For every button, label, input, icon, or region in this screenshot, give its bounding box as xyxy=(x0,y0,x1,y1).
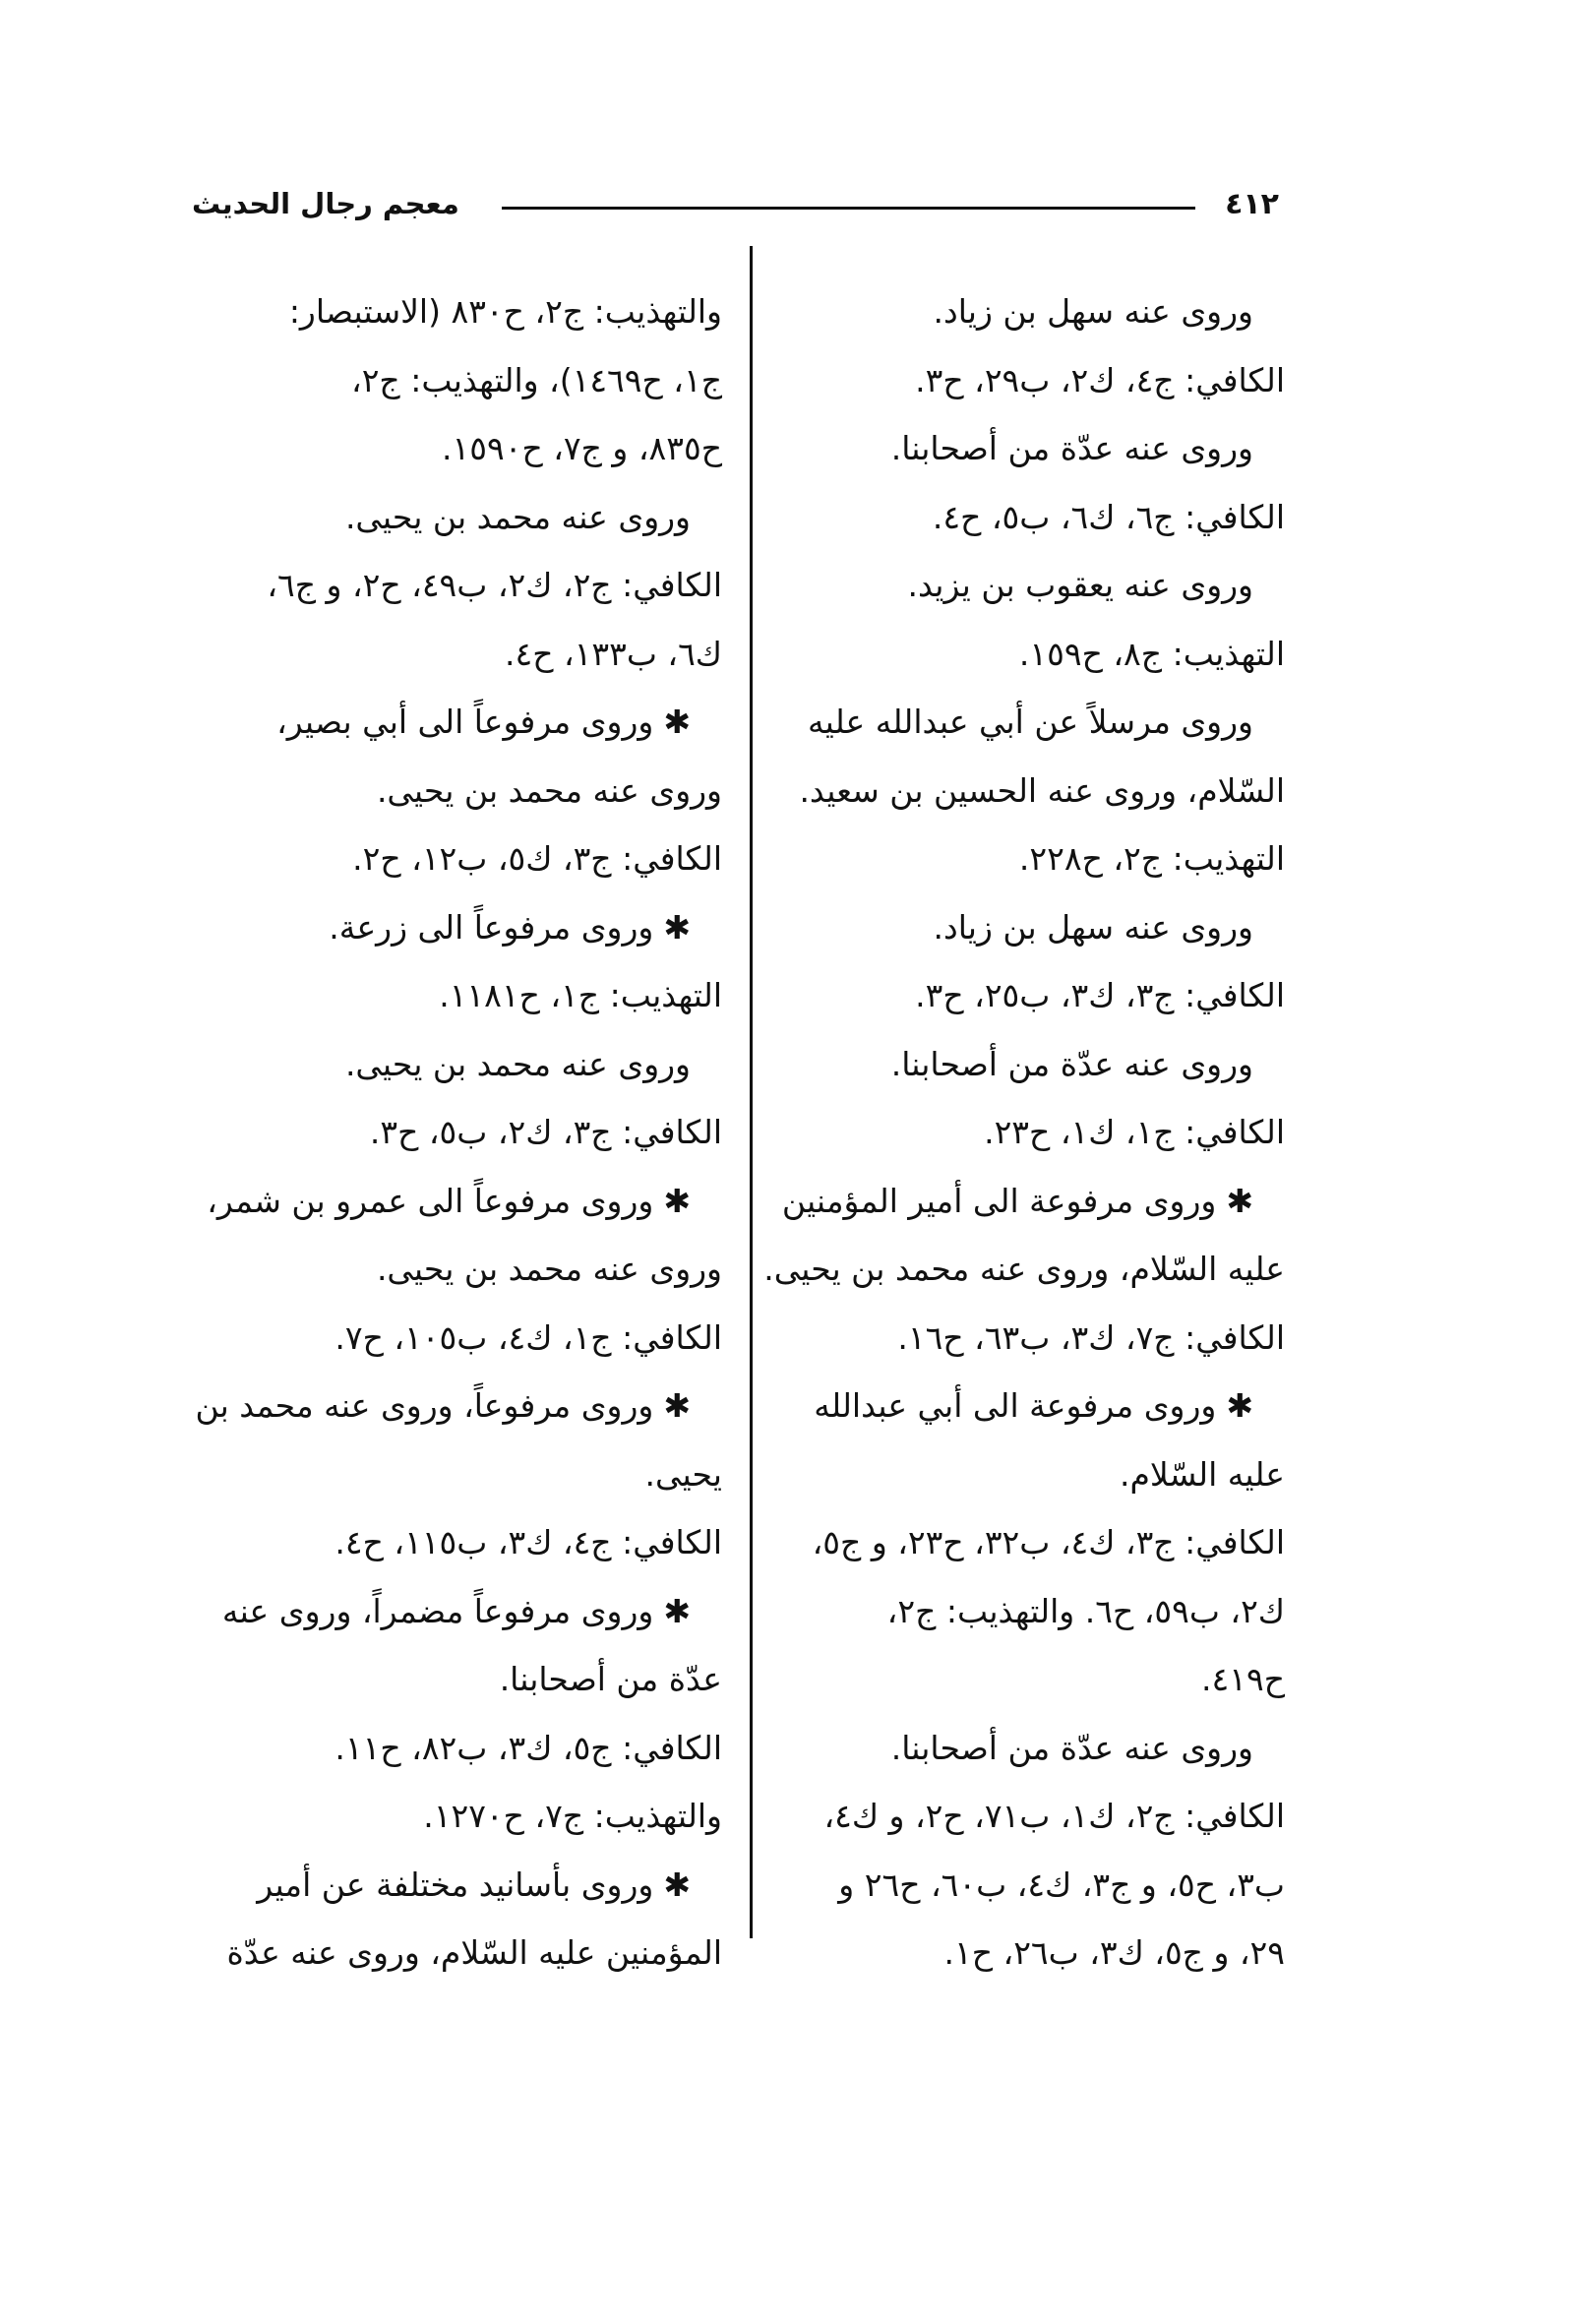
line-text: الكافي: ج١، ك٤، ب١٠٥، ح٧. xyxy=(334,1317,722,1357)
text-line xyxy=(778,1372,1285,1440)
line-text: وروى عنه يعقوب بن يزيد. xyxy=(907,566,1253,604)
line-text: المؤمنين عليه السّلام، وروى عنه عدّة xyxy=(226,1933,722,1972)
line-text: وروى عنه محمد بن يحيى. xyxy=(344,497,691,536)
line-text: عليه السّلام. xyxy=(1119,1454,1285,1494)
text-line xyxy=(778,1577,1285,1646)
text-line xyxy=(196,1440,722,1509)
text-line xyxy=(196,893,722,962)
line-text: وروى مرفوعة الى أبي عبدالله xyxy=(814,1386,1217,1425)
line-text: وروى مرفوعاً الى زرعة. xyxy=(329,907,654,947)
line-text: وروى مرفوعاً مضمراً، وروى عنه xyxy=(221,1591,654,1630)
text-line xyxy=(778,1645,1285,1714)
line-text: يحيى. xyxy=(644,1454,722,1494)
line-text: السّلام، وروى عنه الحسين بن سعيد. xyxy=(799,770,1285,810)
line-text: الكافي: ج٢، ك١، ب٧١، ح٢، و ك٤، xyxy=(823,1797,1285,1835)
line-text: ح٤١٩. xyxy=(1201,1660,1285,1698)
column-divider xyxy=(750,246,753,1938)
text-line xyxy=(196,688,722,757)
line-text: ج١، ح١٤٦٩)، والتهذيب: ج٢، xyxy=(351,360,722,399)
header-rule xyxy=(502,207,1195,210)
right-column xyxy=(763,277,1285,1988)
text-line xyxy=(196,825,722,893)
asterisk-icon: ✱ xyxy=(1226,1386,1253,1425)
line-text: الكافي: ج٣، ك٥، ب١٢، ح٢. xyxy=(352,839,722,878)
asterisk-icon: ✱ xyxy=(663,703,691,741)
text-line xyxy=(196,551,722,620)
text-line xyxy=(196,1508,722,1577)
line-text: والتهذيب: ج٧، ح١٢٧٠. xyxy=(423,1797,722,1835)
line-text: عليه السّلام، وروى عنه محمد بن يحيى. xyxy=(763,1250,1285,1288)
text-line xyxy=(196,1167,722,1236)
line-text: ب٣، ح٥، و ج٣، ك٤، ب٦٠، ح٢٦ و xyxy=(838,1865,1285,1904)
text-line xyxy=(778,1919,1285,1988)
text-line xyxy=(778,1440,1285,1509)
line-text: وروى عنه سهل بن زياد. xyxy=(933,292,1253,331)
line-text: وروى عنه عدّة من أصحابنا. xyxy=(890,429,1253,467)
text-line xyxy=(778,1098,1285,1167)
line-text: الكافي: ج٥، ك٣، ب٨٢، ح١١. xyxy=(334,1728,722,1767)
text-line xyxy=(196,757,722,826)
line-text: الكافي: ج٣، ك٣، ب٢٥، ح٣. xyxy=(915,976,1285,1014)
running-header xyxy=(192,187,1279,236)
text-line xyxy=(196,961,722,1030)
line-text: الكافي: ج٦، ك٦، ب٥، ح٤. xyxy=(932,497,1285,536)
text-line xyxy=(778,414,1285,483)
text-line xyxy=(196,1577,722,1646)
text-line xyxy=(778,893,1285,962)
text-line xyxy=(778,483,1285,552)
text-line xyxy=(778,688,1285,757)
text-line xyxy=(778,1508,1285,1577)
left-column xyxy=(196,277,722,1988)
text-line xyxy=(196,1851,722,1920)
text-line xyxy=(778,1714,1285,1783)
text-line xyxy=(778,1030,1285,1099)
line-text: وروى عنه محمد بن يحيى. xyxy=(376,1250,722,1288)
text-line xyxy=(778,1782,1285,1851)
line-text: وروى مرفوعاً، وروى عنه محمد بن xyxy=(195,1386,654,1425)
line-text: وروى مرفوعة الى أمير المؤمنين xyxy=(781,1181,1217,1220)
line-text: التهذيب: ج١، ح١١٨١. xyxy=(439,976,722,1014)
text-line xyxy=(196,346,722,415)
line-text: وروى عنه عدّة من أصحابنا. xyxy=(890,1044,1253,1083)
line-text: الكافي: ج١، ك١، ح٢٣. xyxy=(984,1113,1285,1151)
line-text: الكافي: ج٧، ك٣، ب٦٣، ح١٦. xyxy=(897,1317,1285,1357)
line-text: وروى عنه عدّة من أصحابنا. xyxy=(890,1728,1253,1767)
line-text: الكافي: ج٣، ك٢، ب٥، ح٣. xyxy=(369,1113,722,1151)
line-text: وروى عنه محمد بن يحيى. xyxy=(344,1044,691,1083)
asterisk-icon: ✱ xyxy=(663,907,691,947)
line-text: ك٢، ب٥٩، ح٦. والتهذيب: ج٢، xyxy=(886,1591,1285,1630)
text-line xyxy=(196,1030,722,1099)
line-text: التهذيب: ج٢، ح٢٢٨. xyxy=(1018,839,1285,878)
line-text: والتهذيب: ج٢، ح٨٣٠ (الاستبصار: xyxy=(288,292,722,331)
text-line xyxy=(196,1235,722,1304)
line-text: وروى بأسانيد مختلفة عن أمير xyxy=(257,1865,654,1904)
text-line xyxy=(196,620,722,689)
asterisk-icon: ✱ xyxy=(663,1865,691,1904)
text-line xyxy=(196,1919,722,1988)
text-line xyxy=(763,1235,1285,1304)
asterisk-icon: ✱ xyxy=(663,1386,691,1425)
text-line xyxy=(196,483,722,552)
book-title: معجم رجال الحديث xyxy=(192,187,459,220)
line-text: وروى مرفوعاً الى أبي بصير، xyxy=(276,703,654,741)
line-text: وروى مرفوعاً الى عمرو بن شمر، xyxy=(207,1181,654,1220)
line-text: ك٦، ب١٣٣، ح٤. xyxy=(504,634,722,673)
text-line xyxy=(778,346,1285,415)
line-text: الكافي: ج٤، ك٣، ب١١٥، ح٤. xyxy=(334,1523,722,1561)
page-number: ٤١٢ xyxy=(1225,187,1279,221)
line-text: الكافي: ج٣، ك٤، ب٣٢، ح٢٣، و ج٥، xyxy=(812,1523,1285,1561)
text-line xyxy=(778,277,1285,346)
text-line xyxy=(196,414,722,483)
line-text: وروى عنه سهل بن زياد. xyxy=(933,907,1253,947)
text-line xyxy=(778,757,1285,826)
text-line xyxy=(778,825,1285,893)
line-text: عدّة من أصحابنا. xyxy=(499,1660,722,1698)
text-line xyxy=(778,1851,1285,1920)
line-text: الكافي: ج٤، ك٢، ب٢٩، ح٣. xyxy=(915,360,1285,399)
text-line xyxy=(196,1372,722,1440)
text-line xyxy=(778,1167,1285,1236)
text-line xyxy=(196,1714,722,1783)
text-line xyxy=(196,1645,722,1714)
text-line xyxy=(196,277,722,346)
text-line xyxy=(778,620,1285,689)
asterisk-icon: ✱ xyxy=(663,1591,691,1630)
line-text: وروى مرسلاً عن أبي عبدالله عليه xyxy=(807,703,1253,741)
text-line xyxy=(778,961,1285,1030)
line-text: وروى عنه محمد بن يحيى. xyxy=(376,770,722,810)
line-text: ح٨٣٥، و ج٧، ح١٥٩٠. xyxy=(442,429,722,467)
text-line xyxy=(196,1304,722,1373)
text-line xyxy=(778,551,1285,620)
text-line xyxy=(778,1304,1285,1373)
asterisk-icon: ✱ xyxy=(1226,1181,1253,1220)
line-text: ٢٩، و ج٥، ك٣، ب٢٦، ح١. xyxy=(943,1933,1285,1972)
asterisk-icon: ✱ xyxy=(663,1181,691,1220)
text-line xyxy=(196,1098,722,1167)
line-text: التهذيب: ج٨، ح١٥٩. xyxy=(1018,634,1285,673)
text-line xyxy=(196,1782,722,1851)
line-text: الكافي: ج٢، ك٢، ب٤٩، ح٢، و ج٦، xyxy=(267,566,722,604)
